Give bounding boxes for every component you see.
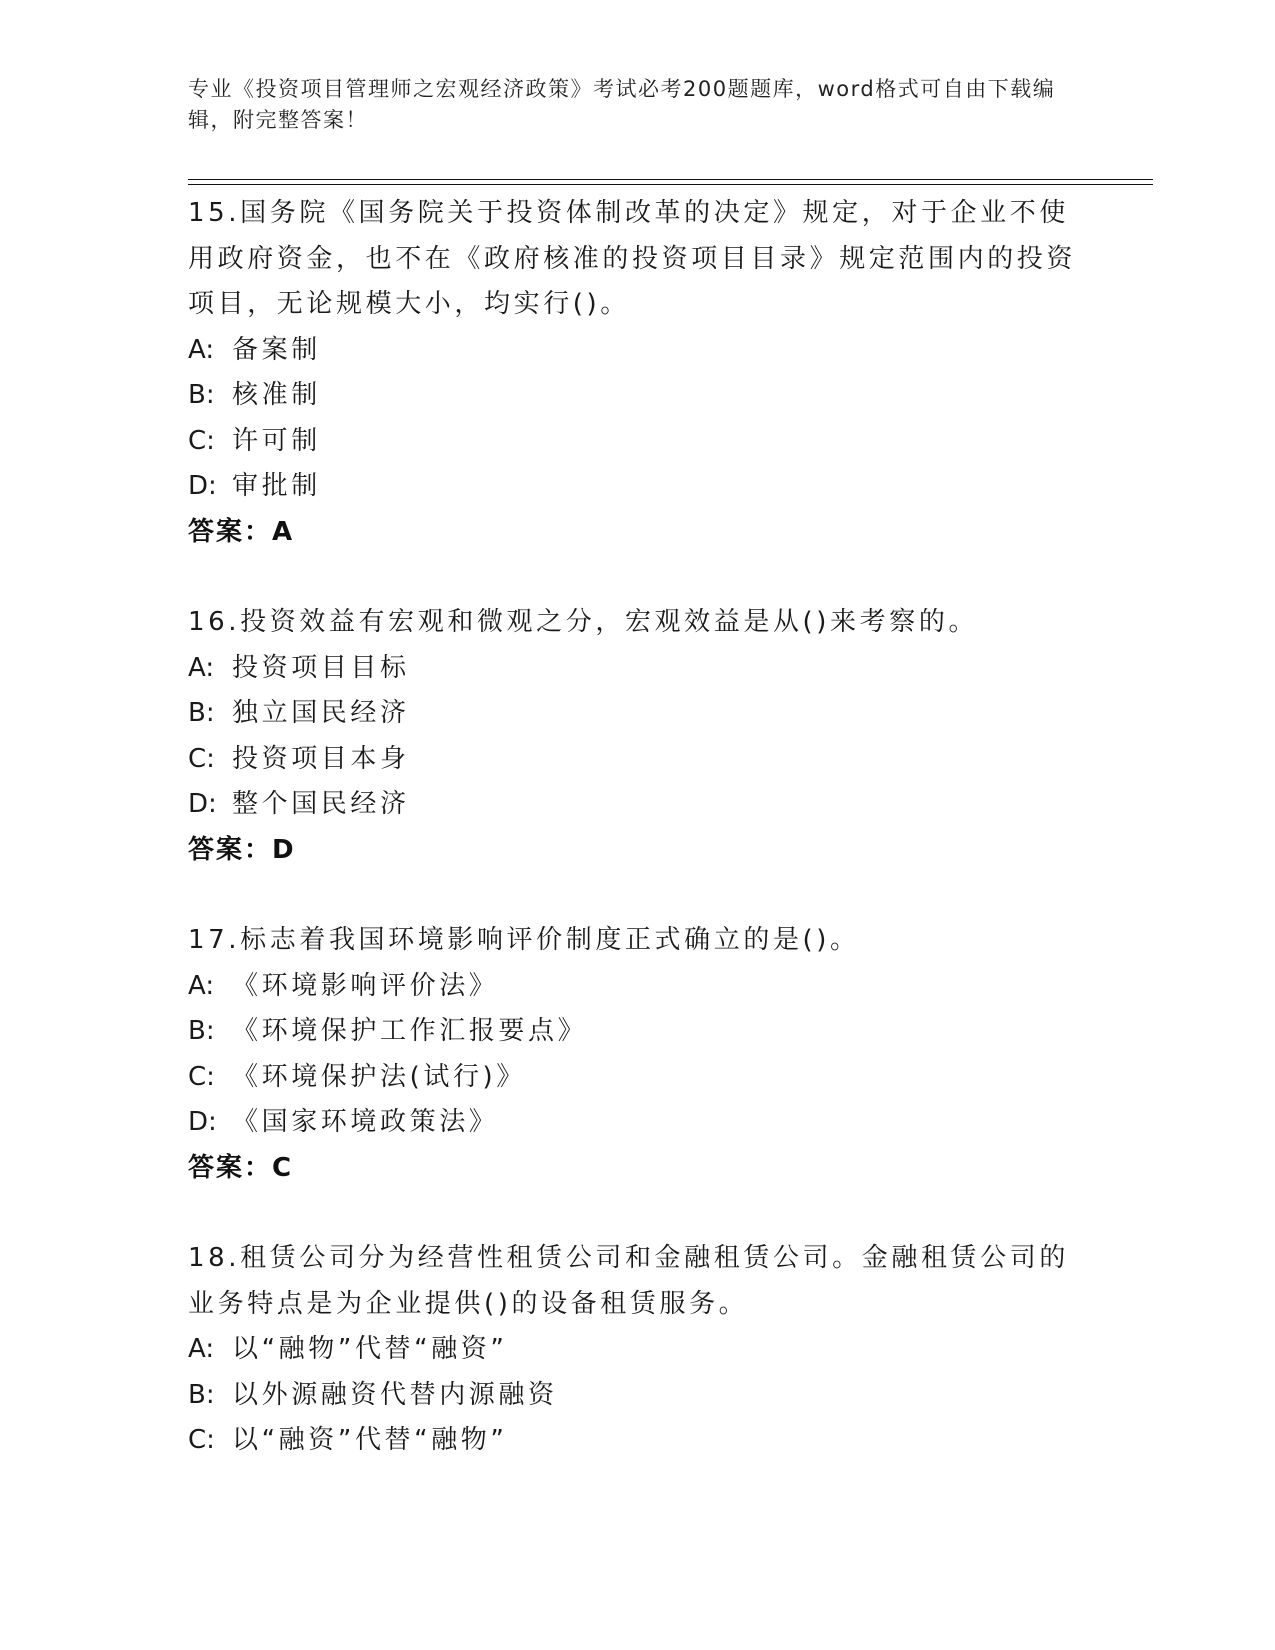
question-list <box>188 191 1148 1509</box>
answer: 答案：D <box>188 834 296 865</box>
option-text: 《国家环境政策法》 <box>232 1107 499 1137</box>
question-text <box>188 1236 1088 1327</box>
option-letter: A: <box>188 970 215 1001</box>
option-text: 以“融物”代替“融资” <box>232 1334 508 1364</box>
option-c <box>188 419 1148 465</box>
option-letter: A: <box>188 334 215 365</box>
option-letter: B: <box>188 1379 215 1410</box>
option-letter: C: <box>188 425 215 456</box>
option-letter: D: <box>188 789 217 819</box>
option-letter: C: <box>188 1061 215 1092</box>
option-text: 《环境保护法(试行)》 <box>232 1061 526 1092</box>
header-divider-bottom <box>188 184 1153 185</box>
option-text: 以“融资”代替“融物” <box>232 1425 508 1455</box>
option-letter: D: <box>188 1107 217 1137</box>
option-letter: A: <box>188 1334 215 1364</box>
option-c <box>188 1418 1148 1464</box>
option-d <box>188 464 1148 510</box>
question-17 <box>188 918 1148 1191</box>
question-number: 17. <box>188 925 241 955</box>
option-text: 许可制 <box>232 425 321 456</box>
option-letter: C: <box>188 743 215 774</box>
option-b <box>188 373 1148 419</box>
option-c <box>188 1055 1148 1101</box>
option-letter: D: <box>188 471 217 501</box>
option-b <box>188 691 1148 737</box>
option-text: 整个国民经济 <box>232 789 410 819</box>
question-body: 国务院《国务院关于投资体制改革的决定》规定，对于企业不使用政府资金，也不在《政府核准的投资项目目录》规定范围内的投资项目，无论规模大小，均实行()。 <box>188 198 1077 319</box>
option-d <box>188 782 1148 828</box>
option-letter: B: <box>188 1016 215 1046</box>
question-body: 标志着我国环境影响评价制度正式确立的是()。 <box>240 925 860 955</box>
option-b <box>188 1009 1148 1055</box>
question-number: 18. <box>188 1243 241 1273</box>
option-text: 备案制 <box>232 334 321 365</box>
question-18 <box>188 1236 1148 1464</box>
option-letter: A: <box>188 652 215 683</box>
option-text: 《环境影响评价法》 <box>232 970 499 1001</box>
option-text: 《环境保护工作汇报要点》 <box>232 1016 588 1046</box>
option-c <box>188 737 1148 783</box>
answer: 答案：C <box>188 1152 294 1183</box>
question-body: 投资效益有宏观和微观之分，宏观效益是从()来考察的。 <box>240 607 979 637</box>
option-text: 独立国民经济 <box>232 698 410 728</box>
option-text: 核准制 <box>232 380 321 410</box>
option-text: 投资项目目标 <box>232 652 410 683</box>
question-15 <box>188 191 1148 555</box>
option-text: 投资项目本身 <box>232 743 410 774</box>
option-text: 以外源融资代替内源融资 <box>232 1379 558 1410</box>
question-text <box>188 600 1088 646</box>
question-16 <box>188 600 1148 873</box>
question-number: 16. <box>188 607 241 637</box>
option-text: 审批制 <box>232 471 321 501</box>
answer: 答案：A <box>188 516 295 547</box>
question-text <box>188 918 1088 964</box>
option-a <box>188 646 1148 692</box>
option-a <box>188 1327 1148 1373</box>
document-header: 专业《投资项目管理师之宏观经济政策》考试必考200题题库，word格式可自由下载编辑，附完整答案！ <box>188 77 1056 132</box>
question-text <box>188 191 1088 328</box>
option-letter: B: <box>188 380 215 410</box>
option-b <box>188 1373 1148 1419</box>
option-a <box>188 328 1148 374</box>
option-letter: C: <box>188 1425 215 1455</box>
option-a <box>188 964 1148 1010</box>
question-number: 15. <box>188 198 241 228</box>
option-d <box>188 1100 1148 1146</box>
question-body: 租赁公司分为经营性租赁公司和金融租赁公司。金融租赁公司的业务特点是为企业提供()的设备租赁服务。 <box>188 1243 1069 1319</box>
option-letter: B: <box>188 698 215 728</box>
header-divider-top <box>188 179 1153 180</box>
